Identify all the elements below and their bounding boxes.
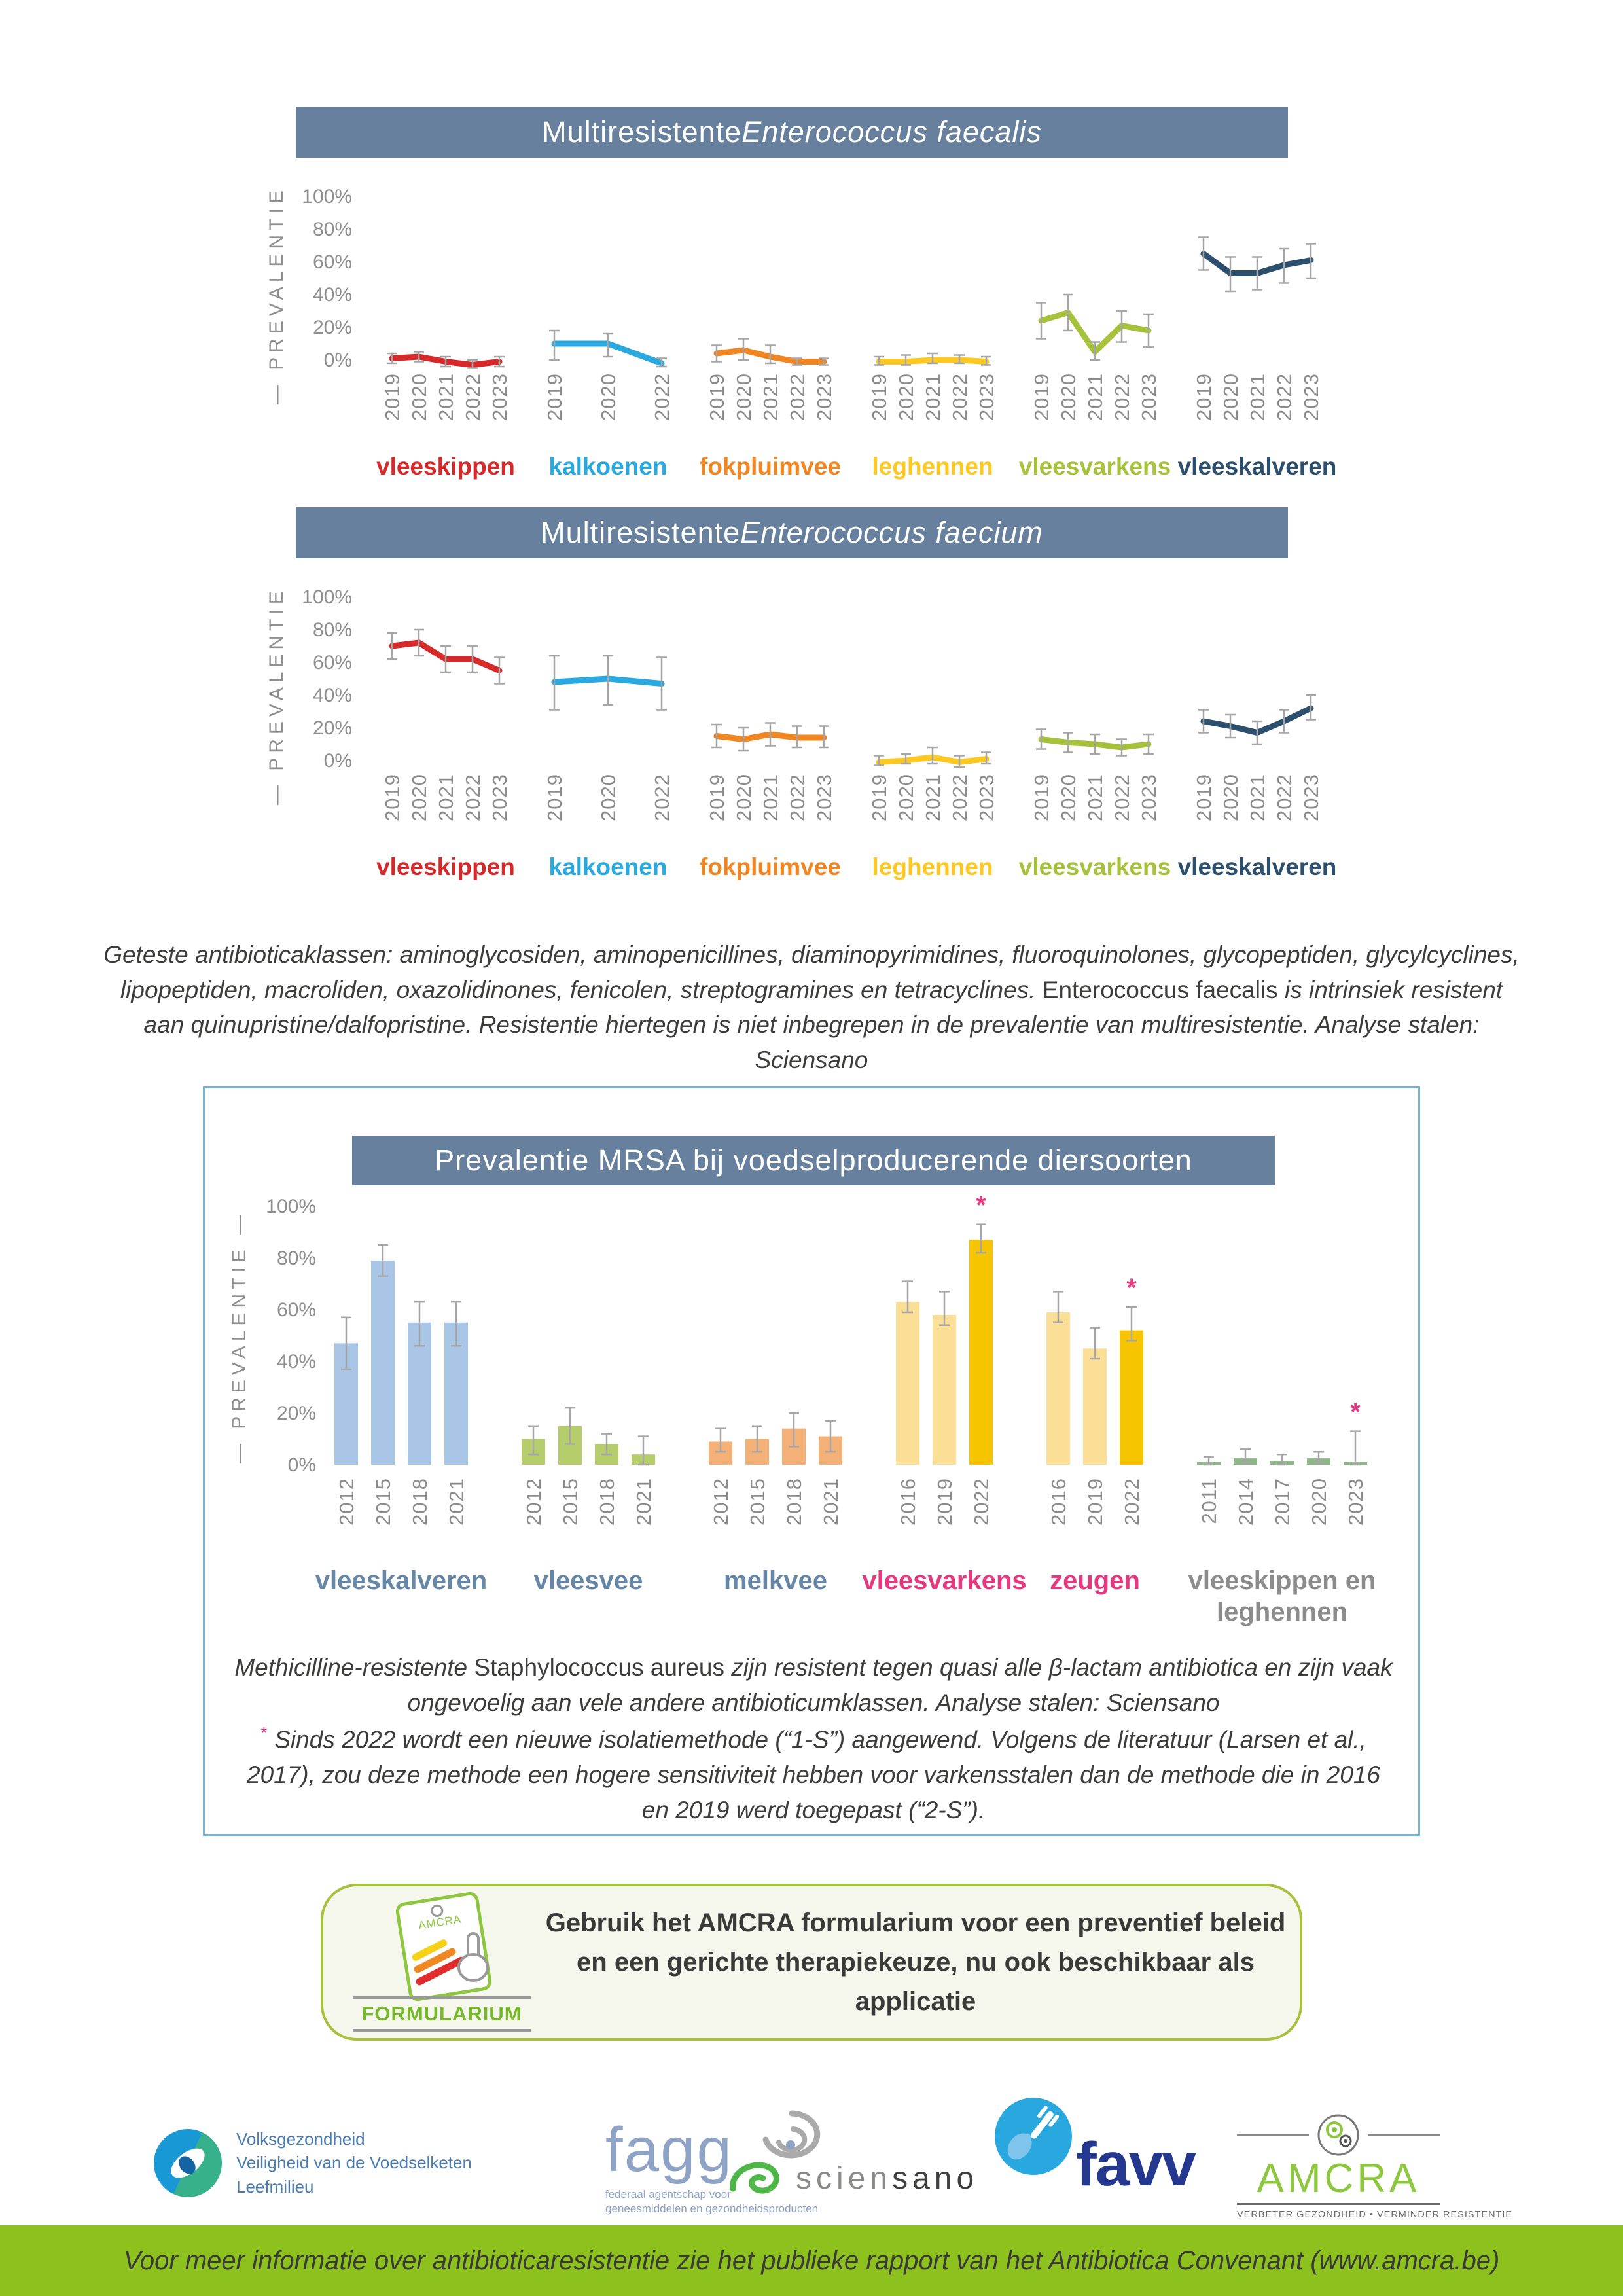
svg-text:2021: 2021 (632, 1478, 655, 1526)
favv-icon (995, 2098, 1072, 2175)
svg-text:2021: 2021 (1084, 774, 1107, 821)
svg-text:fokpluimvee: fokpluimvee (700, 453, 841, 480)
svg-text:2022: 2022 (1273, 373, 1296, 421)
svg-text:2019: 2019 (933, 1478, 956, 1526)
svg-text:*: * (1126, 1274, 1137, 1303)
antibiotic-classes-note (98, 937, 1525, 1078)
svg-text:2022: 2022 (786, 373, 809, 421)
svg-text:2014: 2014 (1234, 1478, 1257, 1526)
vg-line: Veiligheid van de Voedselketen (236, 2153, 472, 2173)
svg-text:2023: 2023 (488, 373, 511, 421)
svg-text:80%: 80% (276, 1247, 316, 1269)
svg-text:40%: 40% (312, 685, 352, 706)
svg-text:2019: 2019 (705, 373, 728, 421)
chart-faecalis-title-species: Enterococcus faecalis (741, 115, 1042, 149)
svg-text:vleeskippen: vleeskippen (376, 453, 515, 480)
svg-text:vleeskippen en: vleeskippen en (1188, 1566, 1376, 1595)
chart-mrsa-plot (218, 1170, 1396, 1628)
logo-favv (995, 2098, 1195, 2200)
svg-text:2021: 2021 (435, 373, 457, 421)
svg-text:2020: 2020 (1219, 774, 1242, 821)
logo-volksgezondheid (154, 2127, 472, 2198)
svg-text:2023: 2023 (975, 373, 998, 421)
formularium-label: FORMULARIUM (353, 1996, 531, 2032)
formularium-box (321, 1884, 1302, 2041)
svg-text:2020: 2020 (895, 373, 918, 421)
mrsa-note (231, 1650, 1396, 1828)
svg-text:40%: 40% (276, 1351, 316, 1372)
logo-sciensano (726, 2147, 978, 2210)
svg-text:vleeskalveren: vleeskalveren (1177, 453, 1337, 480)
amcra-mini-label: AMCRA (417, 1912, 463, 1932)
fagg-subtext: geneesmiddelen en gezondheidsproducten (605, 2202, 819, 2215)
svg-text:2023: 2023 (1300, 774, 1323, 821)
sciensano-wordmark-part1: scien (796, 2161, 893, 2196)
volksgezondheid-icon (154, 2129, 222, 2197)
note-footnote: Sinds 2022 wordt een nieuwe isolatiemethode (“1-S”) aangewend. Volgens de literatuur (Larsen et al., 2017), zou deze methode een hogere sensitiviteit hebben voor varkensstalen dan de methode die in 2016 en 2019 werd toegepast (“2-S”). (247, 1726, 1380, 1823)
svg-text:2020: 2020 (408, 774, 431, 821)
svg-text:2019: 2019 (543, 373, 566, 421)
svg-text:0%: 0% (287, 1454, 316, 1476)
svg-text:2022: 2022 (1111, 774, 1133, 821)
svg-text:2023: 2023 (1300, 373, 1323, 421)
svg-text:2020: 2020 (1057, 774, 1080, 821)
svg-text:kalkoenen: kalkoenen (548, 453, 668, 480)
svg-text:2021: 2021 (759, 774, 782, 821)
note-part: Geteste antibioticaklassen: aminoglycosiden, aminopenicillines, diaminopyrimidines, fluoroquinolones, glycopeptiden, glycylcyclines, lipopeptiden, macroliden, oxazolidinones, fenicolen, streptogramines en tetracyclines. (103, 941, 1520, 1003)
svg-text:vleesvee: vleesvee (533, 1566, 643, 1595)
svg-text:*: * (1350, 1397, 1361, 1427)
svg-text:100%: 100% (302, 587, 352, 608)
bottom-info-bar (0, 2225, 1623, 2296)
svg-text:60%: 60% (276, 1299, 316, 1321)
svg-text:2023: 2023 (813, 373, 836, 421)
note-part: is intrinsiek resistent aan quinupristine/dalfopristine. Resistentie hiertegen is niet inbegrepen in de prevalentie van multiresistentie. Analyse stalen: Sciensano (143, 976, 1503, 1073)
formularium-line2: en een gerichte therapiekeuze, nu ook beschikbaar als applicatie (577, 1948, 1255, 2016)
svg-text:2022: 2022 (948, 373, 971, 421)
svg-text:vleeskalveren: vleeskalveren (1177, 853, 1337, 880)
svg-text:2015: 2015 (372, 1478, 395, 1526)
svg-text:2012: 2012 (709, 1478, 732, 1526)
amcra-tagline: VERBETER GEZONDHEID • VERMINDER RESISTENTIE (1237, 2210, 1513, 2220)
chart-faecium-title-banner (296, 507, 1288, 558)
mrsa-panel (203, 1086, 1420, 1836)
svg-text:2019: 2019 (868, 774, 891, 821)
svg-text:80%: 80% (312, 219, 352, 240)
svg-text:vleeskalveren: vleeskalveren (315, 1566, 488, 1595)
svg-text:— PREVALENTIE —: — PREVALENTIE — (266, 187, 287, 405)
svg-text:— PREVALENTIE —: — PREVALENTIE — (228, 1210, 250, 1464)
svg-text:2022: 2022 (461, 373, 484, 421)
svg-text:20%: 20% (276, 1403, 316, 1424)
svg-text:vleeskippen: vleeskippen (376, 853, 515, 880)
svg-text:2021: 2021 (1084, 373, 1107, 421)
svg-text:melkvee: melkvee (724, 1566, 827, 1595)
svg-text:2018: 2018 (408, 1478, 431, 1526)
svg-text:2020: 2020 (732, 774, 755, 821)
svg-text:2011: 2011 (1198, 1478, 1221, 1524)
formularium-line1: Gebruik het AMCRA formularium voor een preventief beleid (545, 1909, 1286, 1937)
note-species: Staphylococcus aureus (474, 1654, 724, 1681)
footnote-asterisk: * (260, 1723, 268, 1744)
svg-text:2020: 2020 (1219, 373, 1242, 421)
svg-text:60%: 60% (312, 652, 352, 673)
vg-line: Volksgezondheid (236, 2129, 365, 2149)
svg-text:2016: 2016 (1047, 1478, 1070, 1526)
svg-text:2022: 2022 (970, 1478, 993, 1526)
svg-text:leghennen: leghennen (872, 453, 993, 480)
chart-faecium-plot (249, 587, 1374, 895)
svg-text:2019: 2019 (1084, 1478, 1107, 1526)
svg-text:2019: 2019 (1030, 373, 1053, 421)
svg-text:zeugen: zeugen (1050, 1566, 1140, 1595)
svg-text:60%: 60% (312, 251, 352, 273)
svg-text:2019: 2019 (381, 373, 404, 421)
svg-text:20%: 20% (312, 317, 352, 338)
svg-text:2020: 2020 (1057, 373, 1080, 421)
svg-text:2020: 2020 (597, 373, 620, 421)
hand-cursor-icon (451, 1932, 497, 1984)
svg-text:2021: 2021 (921, 774, 944, 821)
svg-text:fokpluimvee: fokpluimvee (700, 853, 841, 880)
svg-text:2021: 2021 (1246, 774, 1269, 821)
svg-text:0%: 0% (323, 750, 352, 772)
svg-text:2019: 2019 (1192, 774, 1215, 821)
svg-text:2021: 2021 (1246, 373, 1269, 421)
svg-text:2023: 2023 (1137, 373, 1160, 421)
svg-text:2015: 2015 (559, 1478, 582, 1526)
svg-text:2012: 2012 (522, 1478, 545, 1526)
svg-text:2021: 2021 (435, 774, 457, 821)
bottom-info-text: Voor meer informatie over antibioticaresistentie zie het publieke rapport van het Antibiotica Convenant (www.amcra.be) (123, 2246, 1500, 2275)
svg-text:2020: 2020 (597, 774, 620, 821)
volksgezondheid-text (236, 2127, 472, 2198)
sciensano-wordmark-part2: sano (892, 2161, 979, 2196)
svg-text:2019: 2019 (1030, 774, 1053, 821)
chart-mrsa-title: Prevalentie MRSA bij voedselproducerende diersoorten (435, 1143, 1192, 1177)
svg-text:leghennen: leghennen (872, 853, 993, 880)
svg-text:2018: 2018 (783, 1478, 806, 1526)
svg-text:2023: 2023 (813, 774, 836, 821)
fagg-subtext: federaal agentschap voor (605, 2188, 731, 2200)
chart-faecium-title: Multiresistente (541, 516, 741, 549)
svg-text:2019: 2019 (705, 774, 728, 821)
favv-wordmark: favv (1076, 2130, 1196, 2199)
svg-text:2012: 2012 (335, 1478, 358, 1526)
svg-text:2023: 2023 (975, 774, 998, 821)
svg-text:2021: 2021 (921, 373, 944, 421)
svg-text:2022: 2022 (1120, 1478, 1143, 1526)
svg-text:2022: 2022 (651, 774, 673, 821)
svg-text:2019: 2019 (868, 373, 891, 421)
logo-amcra (1237, 2111, 1513, 2220)
amcra-petri-icon (1314, 2111, 1363, 2159)
note-species: Enterococcus faecalis (1042, 976, 1278, 1003)
svg-text:2022: 2022 (786, 774, 809, 821)
svg-text:2016: 2016 (897, 1478, 919, 1526)
svg-text:2020: 2020 (895, 774, 918, 821)
amcra-wordmark: AMCRA (1257, 2156, 1420, 2201)
svg-text:2019: 2019 (543, 774, 566, 821)
svg-text:80%: 80% (312, 619, 352, 641)
chart-faecalis-plot (249, 187, 1374, 494)
svg-text:20%: 20% (312, 717, 352, 739)
vg-line: Leefmilieu (236, 2176, 314, 2197)
svg-text:2015: 2015 (746, 1478, 769, 1526)
svg-text:2020: 2020 (408, 373, 431, 421)
svg-text:vleesvarkens: vleesvarkens (862, 1566, 1027, 1595)
svg-text:2023: 2023 (1344, 1478, 1367, 1526)
note-part: Methicilline-resistente (234, 1654, 474, 1681)
note-part: zijn resistent tegen quasi alle β-lactam antibiotica en zijn vaak ongevoelig aan vele andere antibioticumklassen. Analyse stalen: Sciensano (407, 1654, 1393, 1716)
chart-faecalis-title: Multiresistente (542, 115, 742, 149)
fagg-wordmark: fagg (605, 2115, 733, 2185)
svg-text:2019: 2019 (1192, 373, 1215, 421)
formularium-app-icon (353, 1892, 536, 2038)
svg-text:*: * (976, 1191, 986, 1220)
svg-text:vleesvarkens: vleesvarkens (1018, 853, 1171, 880)
svg-text:2023: 2023 (488, 774, 511, 821)
chart-faecalis-title-banner (296, 107, 1288, 158)
sciensano-leaf-icon (726, 2147, 789, 2210)
svg-text:2022: 2022 (1273, 774, 1296, 821)
svg-text:2017: 2017 (1271, 1478, 1294, 1526)
svg-text:2020: 2020 (732, 373, 755, 421)
svg-text:2022: 2022 (461, 774, 484, 821)
svg-text:2019: 2019 (381, 774, 404, 821)
svg-text:— PREVALENTIE —: — PREVALENTIE — (266, 587, 287, 806)
formularium-text (539, 1886, 1292, 2038)
chart-faecium-title-species: Enterococcus faecium (740, 516, 1043, 549)
svg-text:leghennen: leghennen (1216, 1598, 1348, 1626)
svg-text:100%: 100% (266, 1196, 316, 1217)
svg-text:2023: 2023 (1137, 774, 1160, 821)
svg-text:2022: 2022 (948, 774, 971, 821)
svg-text:0%: 0% (323, 350, 352, 371)
svg-text:2021: 2021 (759, 373, 782, 421)
svg-text:kalkoenen: kalkoenen (548, 853, 668, 880)
svg-text:2021: 2021 (445, 1478, 468, 1526)
svg-text:2018: 2018 (596, 1478, 618, 1526)
svg-text:2021: 2021 (819, 1478, 842, 1526)
svg-text:2022: 2022 (651, 373, 673, 421)
svg-text:vleesvarkens: vleesvarkens (1018, 453, 1171, 480)
svg-text:40%: 40% (312, 284, 352, 306)
svg-text:100%: 100% (302, 187, 352, 207)
svg-text:2020: 2020 (1308, 1478, 1330, 1526)
svg-text:2022: 2022 (1111, 373, 1133, 421)
